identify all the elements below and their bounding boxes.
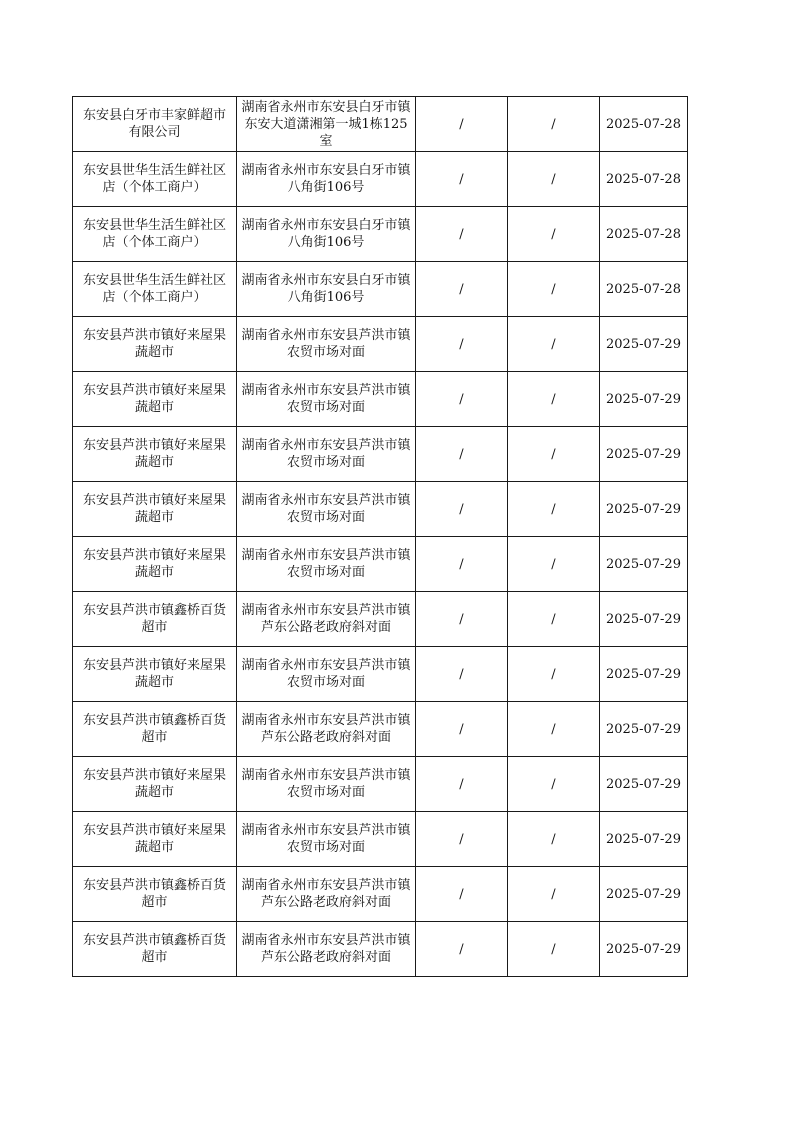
field4-cell: / bbox=[508, 812, 600, 867]
date-cell: 2025-07-29 bbox=[600, 537, 688, 592]
field3-cell: / bbox=[416, 482, 508, 537]
address-cell: 湖南省永州市东安县芦洪市镇农贸市场对面 bbox=[237, 372, 416, 427]
address-cell: 湖南省永州市东安县白牙市镇八角街106号 bbox=[237, 262, 416, 317]
field4-cell: / bbox=[508, 592, 600, 647]
table-row bbox=[73, 592, 688, 647]
field4-cell: / bbox=[508, 317, 600, 372]
date-cell: 2025-07-29 bbox=[600, 482, 688, 537]
address-cell: 湖南省永州市东安县白牙市镇八角街106号 bbox=[237, 152, 416, 207]
field3-cell: / bbox=[416, 537, 508, 592]
business-name-cell: 东安县芦洪市镇好来屋果蔬超市 bbox=[73, 757, 237, 812]
table-row bbox=[73, 97, 688, 152]
business-name-cell: 东安县芦洪市镇好来屋果蔬超市 bbox=[73, 482, 237, 537]
date-cell: 2025-07-29 bbox=[600, 922, 688, 977]
address-cell: 湖南省永州市东安县芦洪市镇农贸市场对面 bbox=[237, 757, 416, 812]
address-cell: 湖南省永州市东安县芦洪市镇农贸市场对面 bbox=[237, 317, 416, 372]
table-row bbox=[73, 647, 688, 702]
table-row bbox=[73, 372, 688, 427]
field3-cell: / bbox=[416, 922, 508, 977]
records-table-body bbox=[73, 97, 688, 977]
field3-cell: / bbox=[416, 152, 508, 207]
field4-cell: / bbox=[508, 97, 600, 152]
business-name-cell: 东安县芦洪市镇好来屋果蔬超市 bbox=[73, 427, 237, 482]
field3-cell: / bbox=[416, 372, 508, 427]
field3-cell: / bbox=[416, 647, 508, 702]
date-cell: 2025-07-29 bbox=[600, 647, 688, 702]
business-name-cell: 东安县芦洪市镇好来屋果蔬超市 bbox=[73, 372, 237, 427]
address-cell: 湖南省永州市东安县芦洪市镇农贸市场对面 bbox=[237, 537, 416, 592]
table-row bbox=[73, 427, 688, 482]
table-row bbox=[73, 152, 688, 207]
field3-cell: / bbox=[416, 97, 508, 152]
date-cell: 2025-07-29 bbox=[600, 867, 688, 922]
business-name-cell: 东安县芦洪市镇鑫桥百货超市 bbox=[73, 592, 237, 647]
field4-cell: / bbox=[508, 372, 600, 427]
table-row bbox=[73, 867, 688, 922]
date-cell: 2025-07-29 bbox=[600, 757, 688, 812]
date-cell: 2025-07-29 bbox=[600, 317, 688, 372]
table-row bbox=[73, 922, 688, 977]
field4-cell: / bbox=[508, 207, 600, 262]
table-row bbox=[73, 702, 688, 757]
table-row bbox=[73, 262, 688, 317]
address-cell: 湖南省永州市东安县白牙市镇八角街106号 bbox=[237, 207, 416, 262]
table-row bbox=[73, 317, 688, 372]
field4-cell: / bbox=[508, 427, 600, 482]
field3-cell: / bbox=[416, 592, 508, 647]
field3-cell: / bbox=[416, 317, 508, 372]
table-row bbox=[73, 537, 688, 592]
field3-cell: / bbox=[416, 702, 508, 757]
field4-cell: / bbox=[508, 262, 600, 317]
field3-cell: / bbox=[416, 427, 508, 482]
business-name-cell: 东安县芦洪市镇鑫桥百货超市 bbox=[73, 922, 237, 977]
address-cell: 湖南省永州市东安县芦洪市镇芦东公路老政府斜对面 bbox=[237, 867, 416, 922]
business-name-cell: 东安县世华生活生鲜社区店（个体工商户） bbox=[73, 207, 237, 262]
field4-cell: / bbox=[508, 867, 600, 922]
field3-cell: / bbox=[416, 207, 508, 262]
date-cell: 2025-07-29 bbox=[600, 702, 688, 757]
business-name-cell: 东安县芦洪市镇好来屋果蔬超市 bbox=[73, 537, 237, 592]
address-cell: 湖南省永州市东安县白牙市镇东安大道潇湘第一城1栋125室 bbox=[237, 97, 416, 152]
business-name-cell: 东安县芦洪市镇好来屋果蔬超市 bbox=[73, 812, 237, 867]
business-name-cell: 东安县世华生活生鲜社区店（个体工商户） bbox=[73, 152, 237, 207]
field4-cell: / bbox=[508, 152, 600, 207]
field3-cell: / bbox=[416, 757, 508, 812]
table-row bbox=[73, 757, 688, 812]
field4-cell: / bbox=[508, 482, 600, 537]
date-cell: 2025-07-29 bbox=[600, 812, 688, 867]
field4-cell: / bbox=[508, 702, 600, 757]
field4-cell: / bbox=[508, 922, 600, 977]
date-cell: 2025-07-29 bbox=[600, 592, 688, 647]
date-cell: 2025-07-28 bbox=[600, 207, 688, 262]
business-name-cell: 东安县世华生活生鲜社区店（个体工商户） bbox=[73, 262, 237, 317]
business-name-cell: 东安县芦洪市镇好来屋果蔬超市 bbox=[73, 647, 237, 702]
date-cell: 2025-07-28 bbox=[600, 262, 688, 317]
field4-cell: / bbox=[508, 757, 600, 812]
address-cell: 湖南省永州市东安县芦洪市镇农贸市场对面 bbox=[237, 812, 416, 867]
date-cell: 2025-07-29 bbox=[600, 427, 688, 482]
address-cell: 湖南省永州市东安县芦洪市镇农贸市场对面 bbox=[237, 427, 416, 482]
address-cell: 湖南省永州市东安县芦洪市镇芦东公路老政府斜对面 bbox=[237, 592, 416, 647]
field3-cell: / bbox=[416, 867, 508, 922]
business-name-cell: 东安县芦洪市镇鑫桥百货超市 bbox=[73, 867, 237, 922]
address-cell: 湖南省永州市东安县芦洪市镇农贸市场对面 bbox=[237, 647, 416, 702]
address-cell: 湖南省永州市东安县芦洪市镇芦东公路老政府斜对面 bbox=[237, 702, 416, 757]
date-cell: 2025-07-28 bbox=[600, 152, 688, 207]
business-name-cell: 东安县芦洪市镇好来屋果蔬超市 bbox=[73, 317, 237, 372]
records-table bbox=[72, 96, 688, 977]
table-row bbox=[73, 482, 688, 537]
business-name-cell: 东安县白牙市丰家鲜超市有限公司 bbox=[73, 97, 237, 152]
table-row bbox=[73, 812, 688, 867]
field3-cell: / bbox=[416, 262, 508, 317]
field4-cell: / bbox=[508, 647, 600, 702]
date-cell: 2025-07-29 bbox=[600, 372, 688, 427]
date-cell: 2025-07-28 bbox=[600, 97, 688, 152]
business-name-cell: 东安县芦洪市镇鑫桥百货超市 bbox=[73, 702, 237, 757]
field3-cell: / bbox=[416, 812, 508, 867]
field4-cell: / bbox=[508, 537, 600, 592]
address-cell: 湖南省永州市东安县芦洪市镇农贸市场对面 bbox=[237, 482, 416, 537]
table-row bbox=[73, 207, 688, 262]
address-cell: 湖南省永州市东安县芦洪市镇芦东公路老政府斜对面 bbox=[237, 922, 416, 977]
